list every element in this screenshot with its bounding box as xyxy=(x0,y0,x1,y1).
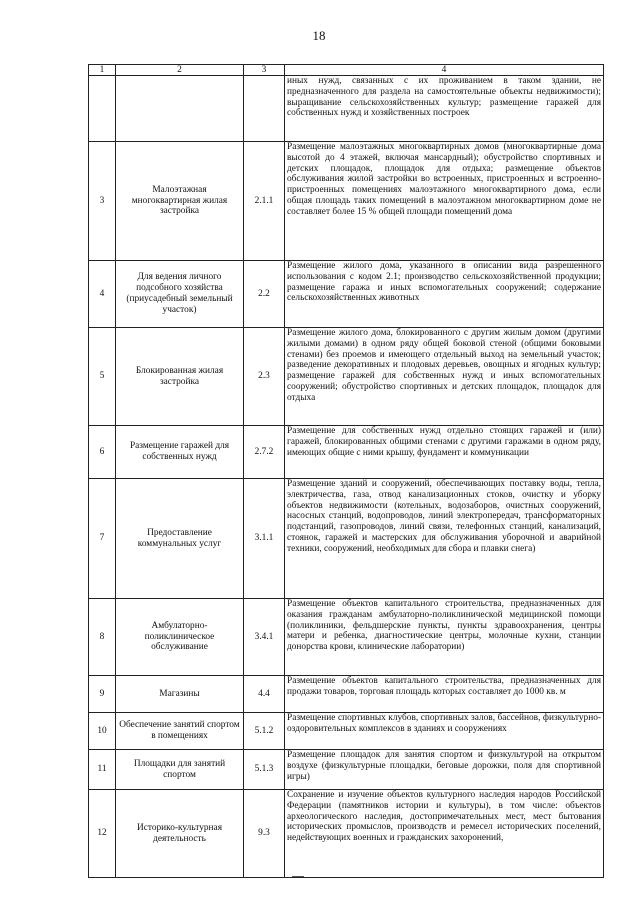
table-row xyxy=(89,76,604,142)
row-name: Для ведения личного подсобного хозяйства (приусадебный земельный участок) xyxy=(116,261,244,328)
table-row xyxy=(89,479,604,599)
row-code: 2.1.1 xyxy=(244,142,285,261)
table-row xyxy=(89,750,604,790)
row-code: 2.2 xyxy=(244,261,285,328)
row-description: Размещение зданий и сооружений, обеспечивающих поставку воды, тепла, электричества, газа, отвод канализационных стоков, очистку и уборку объектов недвижимости (котельных, водозаборов, очистных сооружений, насосных станций, водопроводов, линий электропередач, трансформаторных подстанций, газопроводов, линий связи, телефонных станций, канализаций, стоянок, гаражей и мастерских для обслуживания уборочной и аварийной техники, сооружений, необходимых для сбора и плавки снега) xyxy=(285,479,604,599)
row-code: 2.3 xyxy=(244,328,285,426)
table-row xyxy=(89,599,604,676)
row-code: 5.1.2 xyxy=(244,713,285,750)
row-description: Размещение объектов капитального строительства, предназначенных для оказания гражданам амбулаторно-поликлинической медицинской помощи (поликлиники, фельдшерские пункты, пункты здравоохранения, центры матери и ребенка, диагностические центры, молочные кухни, станции донорства крови, клинические лаборатории) xyxy=(285,599,604,676)
row-description: иных нужд, связанных с их проживанием в таком здании, не предназначенного для раздела на самостоятельные объекты недвижимости); выращивание сельскохозяйственных культур; размещение гаражей для собственных нужд и хозяйственных построек xyxy=(285,76,604,142)
row-number: 4 xyxy=(89,261,116,328)
row-number: 10 xyxy=(89,713,116,750)
row-name: Размещение гаражей для собственных нужд xyxy=(116,426,244,479)
row-number: 12 xyxy=(89,790,116,878)
row-number: 7 xyxy=(89,479,116,599)
row-name: Обеспечение занятий спортом в помещениях xyxy=(116,713,244,750)
row-description: Размещение жилого дома, блокированного с другим жилым домом (другими жилыми домами) в одном ряду общей боковой стеной (общими боковыми стенами) без проемов и имеющего отдельный выход на земельный участок; разведение декоративных и плодовых деревьев, овощных и ягодных культур; размещение гаражей для собственных нужд и иных вспомогательных сооружений; обустройство спортивных и детских площадок, площадок для отдыха xyxy=(285,328,604,426)
header-col-4: 4 xyxy=(285,65,604,76)
row-name: Площадки для занятий спортом xyxy=(116,750,244,790)
row-description: Размещение спортивных клубов, спортивных залов, бассейнов, физкультурно-оздоровительных комплексов в зданиях и сооружениях xyxy=(285,713,604,750)
table-row xyxy=(89,713,604,750)
row-name: Амбулаторно-поликлиническое обслуживание xyxy=(116,599,244,676)
table-row xyxy=(89,261,604,328)
header-col-3: 3 xyxy=(244,65,285,76)
row-description: Сохранение и изучение объектов культурного наследия народов Российской Федерации (памятников истории и культуры), в том числе: объектов археологического наследия, достопримечательных мест, мест бытования исторических промыслов, производств и ремесел исторических поселений, недействующих военных и гражданских захоронений, xyxy=(285,790,604,878)
header-col-1: 1 xyxy=(89,65,116,76)
row-code: 2.7.2 xyxy=(244,426,285,479)
row-description: Размещение объектов капитального строительства, предназначенных для продажи товаров, торговая площадь которых составляет до 1000 кв. м xyxy=(285,676,604,713)
row-code xyxy=(244,76,285,142)
scan-mark xyxy=(292,876,304,877)
row-name: Предоставление коммунальных услуг xyxy=(116,479,244,599)
table-row xyxy=(89,790,604,878)
row-number: 6 xyxy=(89,426,116,479)
row-code: 3.1.1 xyxy=(244,479,285,599)
row-description: Размещение для собственных нужд отдельно стоящих гаражей и (или) гаражей, блокированных общими стенами с другими гаражами в одном ряду, имеющих общие с ними крышу, фундамент и коммуникации xyxy=(285,426,604,479)
row-name: Магазины xyxy=(116,676,244,713)
row-description: Размещение жилого дома, указанного в описании вида разрешенного использования с кодом 2.1; производство сельскохозяйственной продукции; размещение гаража и иных вспомогательных сооружений; содержание сельскохозяйственных животных xyxy=(285,261,604,328)
row-number: 3 xyxy=(89,142,116,261)
row-description: Размещение малоэтажных многоквартирных домов (многоквартирные дома высотой до 4 этажей, включая мансардный); обустройство спортивных и детских площадок, площадок для отдыха; размещение объектов обслуживания жилой застройки во встроенных, пристроенных и встроенно-пристроенных помещениях малоэтажного многоквартирного дома, если общая площадь таких помещений в малоэтажном многоквартирном доме не составляет более 15 % общей площади помещений дома xyxy=(285,142,604,261)
row-code: 5.1.3 xyxy=(244,750,285,790)
header-col-2: 2 xyxy=(116,65,244,76)
row-name: Блокированная жилая застройка xyxy=(116,328,244,426)
row-description: Размещение площадок для занятия спортом и физкультурой на открытом воздухе (физкультурные площадки, беговые дорожки, поля для спортивной игры) xyxy=(285,750,604,790)
table-row xyxy=(89,328,604,426)
page-number: 18 xyxy=(312,28,326,43)
row-number: 5 xyxy=(89,328,116,426)
row-name: Историко-культурная деятельность xyxy=(116,790,244,878)
row-name: Малоэтажная многоквартирная жилая застройка xyxy=(116,142,244,261)
row-number: 9 xyxy=(89,676,116,713)
row-number: 11 xyxy=(89,750,116,790)
land-use-table xyxy=(88,64,604,878)
row-code: 4.4 xyxy=(244,676,285,713)
row-code: 3.4.1 xyxy=(244,599,285,676)
table-row xyxy=(89,142,604,261)
row-number: 8 xyxy=(89,599,116,676)
row-code: 9.3 xyxy=(244,790,285,878)
table-row xyxy=(89,676,604,713)
table-row xyxy=(89,426,604,479)
row-name xyxy=(116,76,244,142)
table-header-row xyxy=(89,65,604,76)
row-number xyxy=(89,76,116,142)
